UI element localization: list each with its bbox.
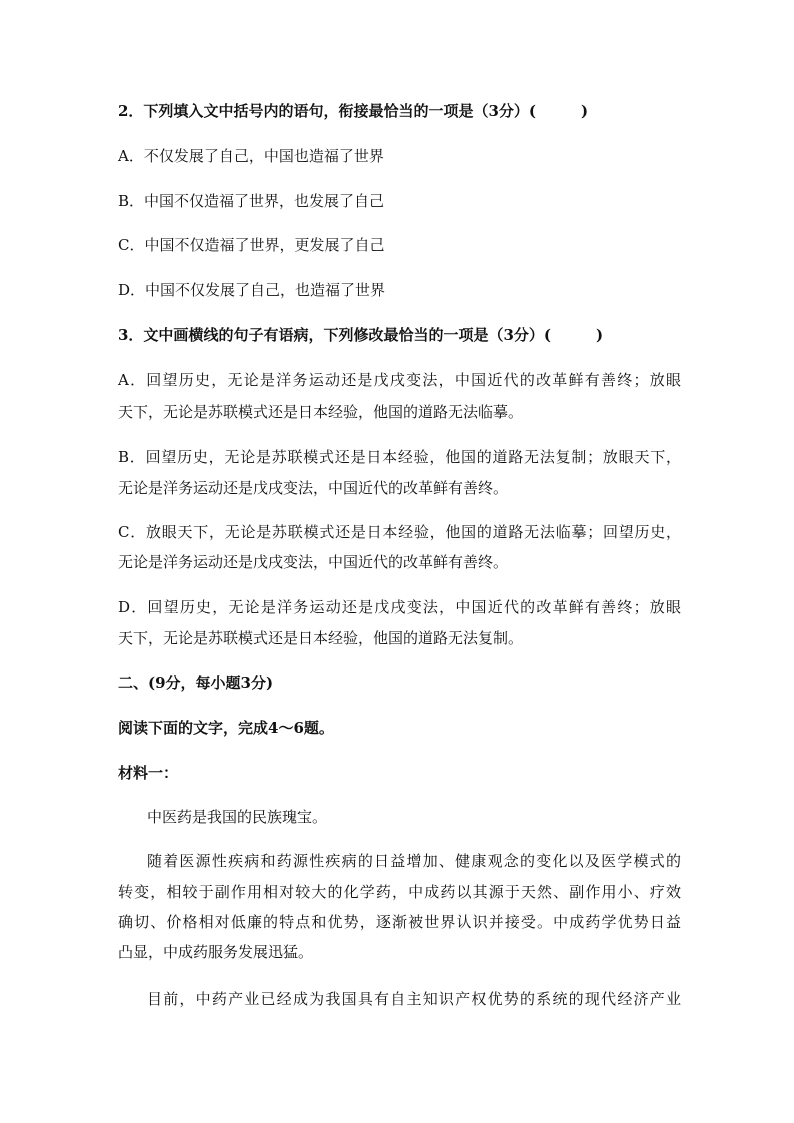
paragraph-2-line-4: 凸显，中成药服务发展迅猛。	[118, 943, 314, 961]
question-2-option-d: D．中国不仅发展了自己，也造福了世界	[118, 281, 386, 299]
question-3-option-b-line-2: 无论是洋务运动还是戊戌变法，中国近代的改革鲜有善终。	[118, 479, 509, 497]
paragraph-1: 中医药是我国的民族瑰宝。	[147, 808, 328, 826]
paragraph-3-line-1: 目前，中药产业已经成为我国具有自主知识产权优势的系统的现代经济产业	[147, 990, 681, 1008]
question-2-option-c: C．中国不仅造福了世界，更发展了自己	[118, 236, 385, 254]
question-3-prompt: 3．文中画横线的句子有语病，下列修改最恰当的一项是（3分）( )	[118, 326, 604, 344]
question-3-option-a-line-1: A．回望历史，无论是洋务运动还是戊戌变法，中国近代的改革鲜有善终；放眼	[118, 371, 681, 389]
paragraph-2-line-2: 转变，相较于副作用相对较大的化学药，中成药以其源于天然、副作用小、疗效	[118, 883, 681, 901]
paragraph-2-line-3: 确切、价格相对低廉的特点和优势，逐渐被世界认识并接受。中成药学优势日益	[118, 913, 681, 931]
question-3-option-c-line-2: 无论是洋务运动还是戊戌变法，中国近代的改革鲜有善终。	[118, 553, 509, 571]
question-3-option-c-line-1: C．放眼天下，无论是苏联模式还是日本经验，他国的道路无法临摹；回望历史，	[118, 523, 681, 541]
question-2-option-b: B．中国不仅造福了世界，也发展了自己	[118, 192, 385, 210]
paragraph-2-line-1: 随着医源性疾病和药源性疾病的日益增加、健康观念的变化以及医学模式的	[147, 852, 681, 870]
question-2-option-a: A．不仅发展了自己，中国也造福了世界	[118, 147, 384, 165]
section-instruction: 阅读下面的文字，完成4～6题。	[118, 719, 334, 737]
question-3-option-d-line-1: D．回望历史，无论是洋务运动还是戊戌变法，中国近代的改革鲜有善终；放眼	[118, 598, 681, 616]
question-3-option-d-line-2: 天下，无论是苏联模式还是日本经验，他国的道路无法复制。	[118, 629, 524, 647]
question-2-prompt: 2．下列填入文中括号内的语句，衔接最恰当的一项是（3分）( )	[118, 102, 589, 120]
question-3-option-b-line-1: B．回望历史，无论是苏联模式还是日本经验，他国的道路无法复制；放眼天下，	[118, 448, 681, 466]
question-3-option-a-line-2: 天下，无论是苏联模式还是日本经验，他国的道路无法临摹。	[118, 403, 524, 421]
material-label: 材料一：	[118, 764, 179, 782]
section-heading: 二、(9分，每小题3分)	[118, 674, 274, 692]
